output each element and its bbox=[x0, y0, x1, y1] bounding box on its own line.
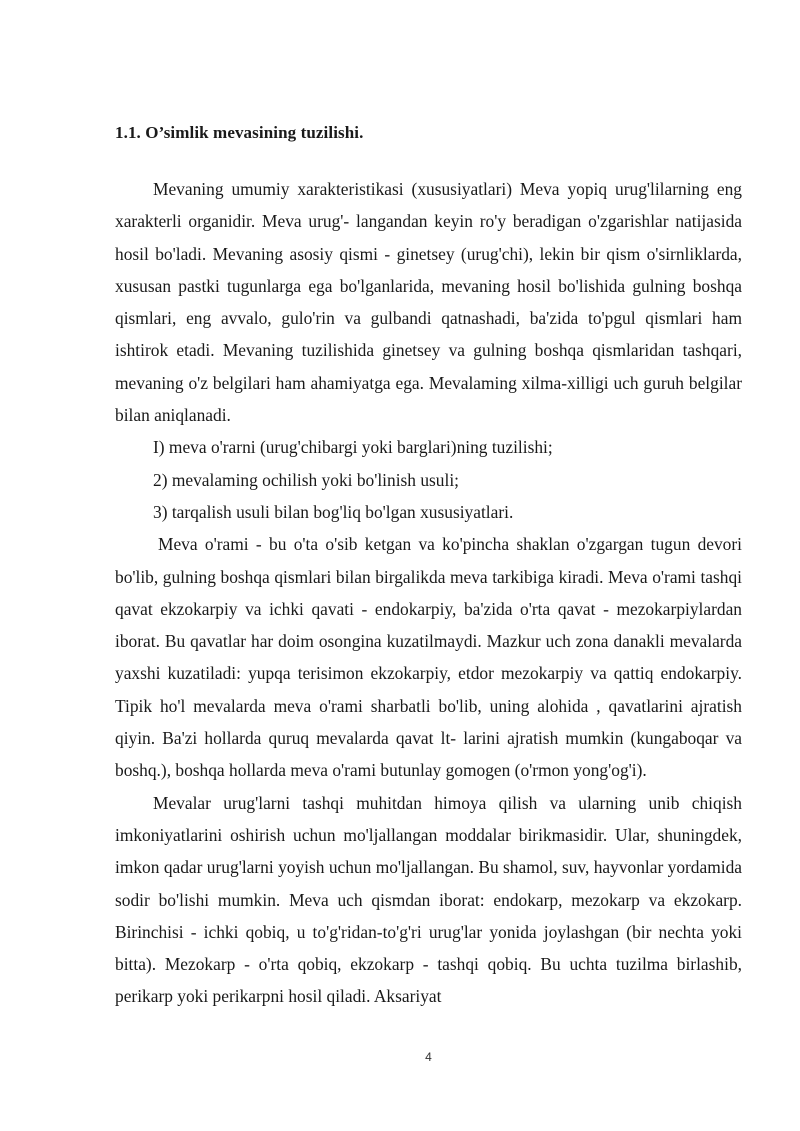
paragraph-meva-orami: Meva o'rami - bu o'ta o'sib ketgan va ko'pincha shaklan o'zgargan tugun devori bo'lib, gulning boshqa qismlari bilan birgalikda meva tarkibiga kiradi. Meva o'rami tashqi qavat ekzokarpiy va ichki qavati - endokarpiy, ba'zida o'rta qavat - mezokarpiylardan iborat. Bu qavatlar har doim osongina kuzatilmaydi. Mazkur uch zona danakli mevalarda yaxshi kuzatiladi: yupqa terisimon ekzokarpiy, etdor mezokarpiy va qattiq endokarpiy. Tipik ho'l mevalarda meva o'rami sharbatli bo'lib, uning alohida , qavatlarini ajratish qiyin. Ba'zi hollarda quruq mevalarda qavat lt- larini ajratish mumkin (kungaboqar va boshq.), boshqa hollarda meva o'rami butunlay gomogen (o'rmon yong'og'i). bbox=[115, 534, 742, 781]
list-item: 2) mevalaming ochilish yoki bo'linish usuli; bbox=[153, 469, 460, 490]
document-page bbox=[115, 0, 742, 1131]
paragraph-intro: Mevaning umumiy xarakteristikasi (xususiyatlari) Meva yopiq urug'lilarning eng xarakterli organidir. Meva urug'- langandan keyin ro'y beradigan o'zgarishlar natijasida hosil bo'ladi. Mevaning asosiy qismi - ginetsey (urug'chi), lekin bir qism o'sirnliklarda, xususan pastki tugunlarga ega bo'lganlarida, mevaning hosil bo'lishida gulning boshqa qismlari, eng avvalo, gulo'rin va gulbandi qatnashadi, ba'zida to'pgul qismlari ham ishtirok etadi. Mevaning tuzilishida ginetsey va gulning boshqa qismlaridan tashqari, mevaning o'z belgilari ham ahamiyatga ega. Mevalaming xilma-xilligi uch guruh belgilar bilan aniqlanadi. bbox=[115, 179, 742, 426]
page-number: 4 bbox=[425, 1050, 432, 1064]
body-text bbox=[115, 173, 742, 1013]
paragraph-mevalar: Mevalar urug'larni tashqi muhitdan himoya qilish va ularning unib chiqish imkoniyatlarini oshirish uchun mo'ljallangan moddalar birikmasidir. Ular, shuningdek, imkon qadar urug'larni yoyish uchun mo'ljallangan. Bu shamol, suv, hayvonlar yordamida sodir bo'lishi mumkin. Meva uch qismdan iborat: endokarp, mezokarp va ekzokarp. Birinchisi - ichki qobiq, u to'g'ridan-to'g'ri urug'lar yonida joylashgan (bir nechta yoki bitta). Mezokarp - o'rta qobiq, ekzokarp - tashqi qobiq. Bu uchta tuzilma birlashib, perikarp yoki perikarpni hosil qiladi. Aksariyat bbox=[115, 792, 742, 1007]
list-item: I) meva o'rarni (urug'chibargi yoki barglari)ning tuzilishi; bbox=[153, 437, 553, 458]
list-item: 3) tarqalish usuli bilan bog'liq bo'lgan xususiyatlari. bbox=[153, 501, 514, 522]
section-heading: 1.1. O’simlik mevasining tuzilishi. bbox=[115, 123, 364, 142]
